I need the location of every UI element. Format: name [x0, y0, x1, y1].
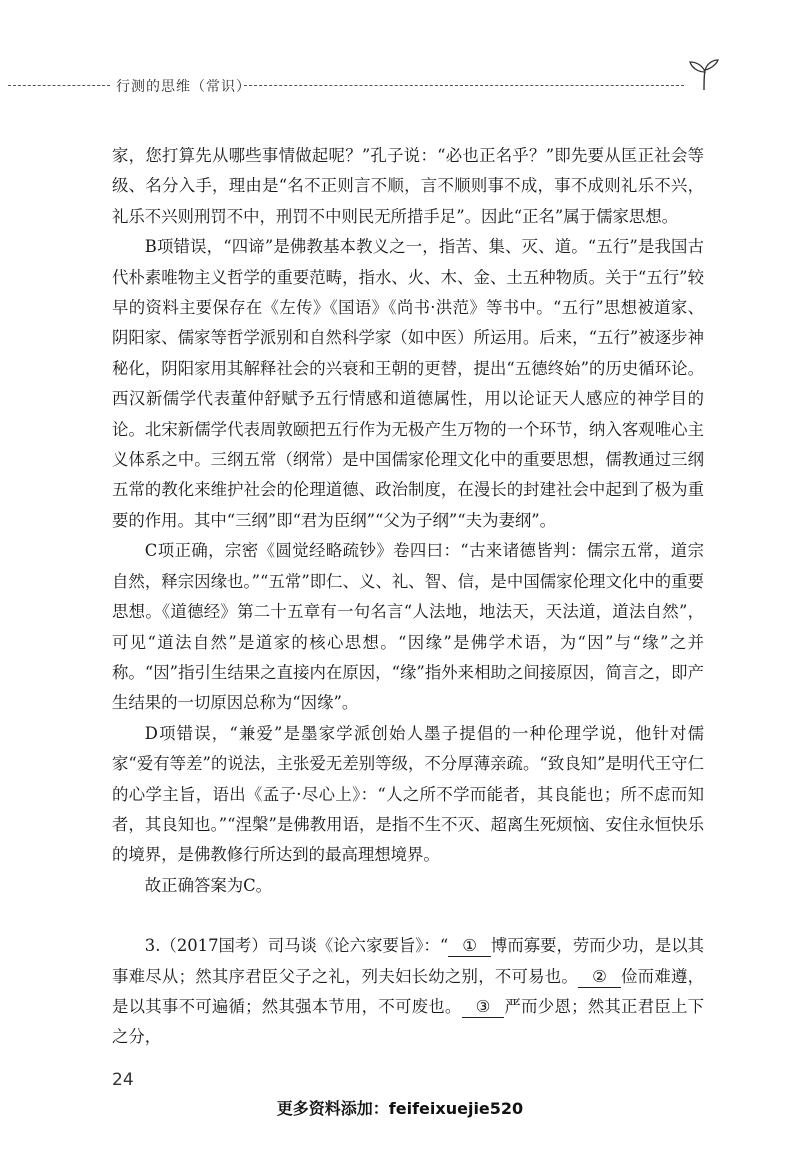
blank-3: ③ [462, 997, 505, 1018]
sprout-icon [684, 58, 724, 92]
answer-line: 故正确答案为C。 [144, 875, 273, 895]
blank-2: ② [578, 967, 621, 988]
paragraph-option-c: C项正确，宗密《圆觉经略疏钞》卷四曰：“古来诸德皆判：儒宗五常，道宗自然，释宗因缘也。”“五常”即仁、义、礼、智、信，是中国儒家伦理文化中的重要思想。《道德经》第二十五章有一句名言“人法地，地法天，天法道，道法自然”，可见“道法自然”是道家的核心思想。“因缘”是佛学术语，为“因”与“缘”之并称。“因”指引生结果之直接内在原因，“缘”指外来相助之间接原因，简言之，即产生结果的一切原因总称为“因缘”。 [112, 541, 704, 713]
blank-1: ① [448, 936, 491, 957]
paragraph-option-d: D项错误，“兼爱”是墨家学派创始人墨子提倡的一种伦理学说，他针对儒家“爱有等差”的说法，主张爱无差别等级，不分厚薄亲疏。“致良知”是明代王守仁的心学主旨，语出《孟子·尽心上》：“人之所不学而能者，其良能也；所不虑而知者，其良知也。”“涅槃”是佛教用语，是指不生不灭、超离生死烦恼、安住永恒快乐的境界，是佛教修行所达到的最高理想境界。 [112, 723, 704, 865]
question-3 [112, 931, 704, 1053]
header-rule-right [244, 85, 684, 86]
footer-note: 更多资料添加：feifeixuejie520 [276, 1099, 524, 1118]
paragraph-a-continued: 家，您打算先从哪些事情做起呢？”孔子说：“必也正名乎？”即先要从匡正社会等级、名分入手，理由是“名不正则言不顺，言不顺则事不成，事不成则礼乐不兴，礼乐不兴则刑罚不中，刑罚不中则民无所措手足”。因此“正名”属于儒家思想。 [112, 146, 704, 226]
question-3-text-3: 严而少恩；然其正君臣上下之分， [112, 996, 705, 1047]
question-3-text-1: 博而寡要，劳而少功，是以其事难尽从；然其序君臣父子之礼，列夫妇长幼之别，不可易也。 [112, 936, 705, 986]
paragraph-option-b: B项错误，“四谛”是佛教基本教义之一，指苦、集、灭、道。“五行”是我国古代朴素唯物主义哲学的重要范畴，指水、火、木、金、土五种物质。关于“五行”较早的资料主要保存在《左传》《国语》《尚书·洪范》等书中。“五行”思想被道家、阴阳家、儒家等哲学派别和自然科学家（如中医）所运用。后来，“五行”被逐步神秘化，阴阳家用其解释社会的兴衰和王朝的更替，提出“五德终始”的历史循环论。西汉新儒学代表董仲舒赋予五行情感和道德属性，用以论证天人感应的神学目的论。北宋新儒学代表周敦颐把五行作为无极产生万物的一个环节，纳入客观唯心主义体系之中。三纲五常（纲常）是中国儒家伦理文化中的重要思想，儒教通过三纲五常的教化来维护社会的伦理道德、政治制度，在漫长的封建社会中起到了极为重要的作用。其中“三纲”即“君为臣纲”“父为子纲”“夫为妻纲”。 [112, 237, 704, 530]
header-rule-left [8, 85, 110, 86]
question-3-prefix: 3.（2017国考）司马谈《论六家要旨》：“ [144, 936, 449, 956]
page-number: 24 [112, 1070, 134, 1090]
page-body [112, 141, 704, 1053]
running-header [0, 74, 800, 98]
header-title: 行测的思维（常识） [116, 79, 251, 95]
question-3-text-2: 俭而难遵，是以其事不可遍循；然其强本节用，不可废也。 [112, 966, 705, 1016]
